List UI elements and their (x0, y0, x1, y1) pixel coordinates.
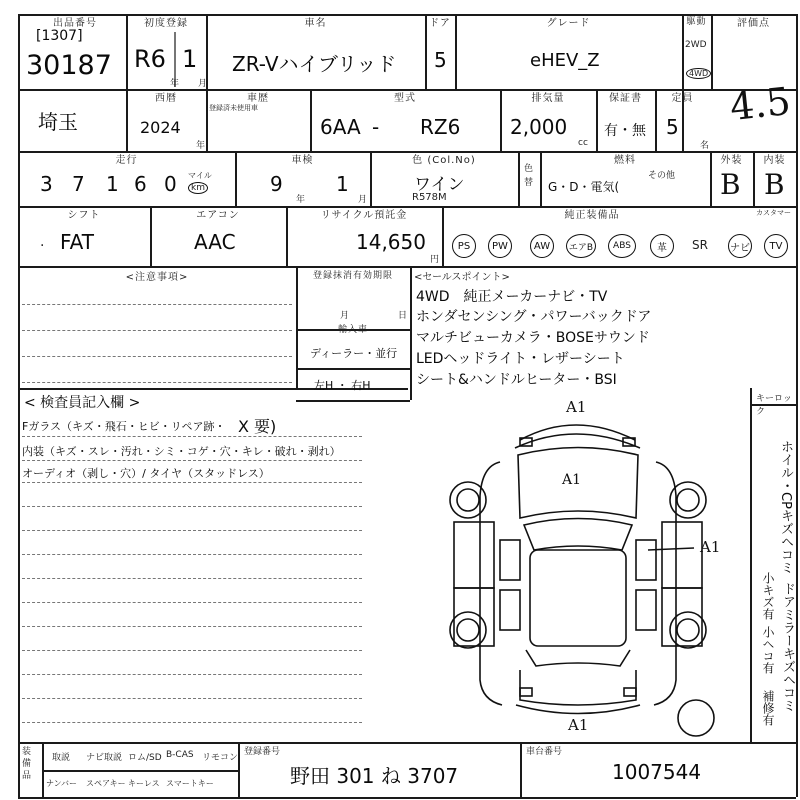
shift-label: シフト (67, 210, 101, 221)
lot-number: 30187 (26, 50, 112, 81)
drive-4wd: 4WD (686, 68, 711, 79)
first-reg-month: 1 (182, 45, 198, 73)
year-unit: 年 (170, 79, 180, 89)
inspector-title: < 検査員記入欄 > (24, 395, 141, 411)
shaken-year: 9 (270, 172, 283, 196)
damage-mark-rear: A1 (568, 716, 589, 734)
drive-2wd: 2WD (685, 40, 707, 50)
history-label: 車歴 (247, 93, 269, 104)
drive-label: 駆動 (686, 17, 707, 27)
grade: eHEV_Z (530, 50, 600, 71)
inspector-line-interior: 内装（キズ・スレ・汚れ・シミ・コゲ・穴・キレ・破れ・剥れ） (22, 445, 341, 458)
item-remote: リモコン (202, 753, 239, 763)
history-note: 登録済未使用車 (209, 104, 258, 112)
mileage-digit-2: 7 (72, 172, 85, 196)
first-reg-label: 初度登録 (144, 18, 188, 29)
month-unit: 月 (198, 79, 208, 89)
chassis-number: 1007544 (612, 760, 702, 784)
side-note-small-scratch: 小キズ有 (761, 572, 775, 620)
reg-expiry-label: 登録抹消有効期限 (312, 271, 393, 281)
damage-mark-front: A1 (566, 398, 587, 416)
inspection-items-label: 装備品 (22, 747, 32, 781)
sales-point-3: マルチビューカメラ・BOSEサウンド (416, 330, 650, 346)
damage-mark-hood: A1 (562, 472, 582, 488)
exterior-grade: B (720, 168, 741, 201)
color-change-label: 色替 (524, 164, 534, 188)
equip-ps: PS (452, 234, 476, 258)
keylock-label: キーロック (756, 394, 792, 417)
sales-point-4: LEDヘッドライト・レザーシート (416, 351, 625, 367)
glass-mark: X 要) (238, 417, 277, 436)
reg-day-unit: 日 (398, 311, 408, 321)
mileage-unit-km: km (188, 182, 208, 194)
mileage-digit-1: 3 (40, 172, 53, 196)
capacity: 5 (666, 115, 679, 139)
grade-label: グレード (546, 18, 591, 29)
capacity-label: 定員 (671, 93, 694, 104)
fuel-options: G・D・電気( (548, 180, 620, 194)
equip-tv: TV (764, 234, 788, 258)
import-label: 輸入車 (337, 325, 368, 335)
item-plate: ナンバー (46, 779, 78, 788)
lot-label: 出品番号 (53, 18, 97, 29)
side-note-small-dent: 小ヘコ有 (761, 626, 775, 674)
interior-label: 内装 (763, 155, 786, 166)
equip-navi: ナビ (728, 234, 752, 258)
model-year: 2024 (140, 118, 181, 137)
side-note-wheel: ホイル・CPキズヘコミ (778, 440, 793, 574)
sales-point-1: 4WD 純正メーカーナビ・TV (416, 289, 608, 305)
equipment-label: 純正装備品 (564, 210, 620, 221)
tuner-label: カスタマー (756, 209, 791, 217)
cc-unit: cc (578, 138, 588, 148)
displacement: 2,000 (510, 115, 568, 139)
equip-leather: 革 (650, 234, 674, 258)
mileage-unit-miles: マイル (188, 171, 212, 180)
capacity-unit: 名 (700, 141, 710, 151)
damage-mark-right-door: A1 (700, 538, 721, 556)
region: 埼玉 (38, 110, 78, 134)
item-spare-key: スペアキー (86, 779, 126, 788)
recycle-deposit: 14,650 (356, 230, 426, 254)
first-reg-era: R6 (134, 45, 166, 73)
color-label: 色 (Col.No) (412, 155, 476, 166)
model-dash: - (372, 115, 380, 139)
chassis-label: 車台番号 (526, 747, 563, 757)
color-code: R578M (412, 192, 447, 203)
sales-label: <セールスポイント> (414, 272, 510, 283)
model-label: 型式 (394, 93, 416, 104)
doors: 5 (434, 48, 447, 72)
shaken-month: 1 (336, 172, 349, 196)
equip-sunroof: SR (692, 238, 708, 252)
item-navi-manual: ナビ取説 (86, 753, 123, 763)
ac: AAC (194, 230, 236, 254)
warranty: 有・無 (604, 123, 646, 139)
model-year-unit: 年 (196, 141, 206, 151)
car-name: ZR-Vハイブリッド (232, 52, 397, 76)
item-rom-sd: ロム/SD (128, 753, 162, 763)
model-prefix: 6AA (320, 115, 361, 139)
model-code: RZ6 (420, 115, 461, 139)
equip-pw: PW (488, 234, 512, 258)
plate-label: 登録番号 (244, 747, 281, 757)
fuel-other: その他 (648, 171, 676, 181)
item-manual: 取説 (52, 753, 71, 763)
caution-label: <注意事項> (125, 272, 189, 283)
shift: FAT (60, 230, 95, 254)
sales-point-2: ホンダセンシング・パワーバックドア (416, 309, 652, 325)
side-note-mirror: ドアミラーキズヘコミ (780, 582, 795, 712)
score-label: 評価点 (737, 18, 770, 29)
item-keyless: キーレス (128, 779, 160, 788)
car-name-label: 車名 (304, 18, 327, 29)
mileage-label: 走行 (115, 155, 138, 166)
mileage-digit-3: 1 (106, 172, 119, 196)
fuel-label: 燃料 (614, 155, 636, 166)
color: ワイン (414, 175, 465, 195)
plate-number: 野田 301 ね 3707 (290, 764, 459, 788)
score: 4.5 (727, 78, 793, 130)
import-dealer: ディーラー・並行 (310, 347, 398, 360)
item-smart-key: スマートキー (166, 779, 214, 788)
interior-grade: B (764, 168, 785, 201)
lot-bracket: [1307] (36, 28, 83, 44)
year-label: 西暦 (155, 93, 177, 104)
equip-airbag: エアB (566, 234, 596, 258)
door-label: ドア (429, 18, 451, 29)
shaken-year-unit: 年 (296, 195, 306, 205)
steering-side: 左H ・ 右H (314, 379, 371, 392)
car-damage-diagram (440, 400, 740, 740)
side-note-repaired: 補修有 (761, 690, 775, 726)
yen-unit: 円 (430, 255, 440, 265)
shaken-label: 車検 (291, 155, 314, 166)
inspector-line-audio: オーディオ（剥し・穴）/ タイヤ（スタッドレス） (22, 467, 270, 480)
reg-month-unit: 月 (340, 311, 350, 321)
recycle-label: リサイクル預託金 (320, 210, 408, 221)
sales-point-5: シート&ハンドルヒーター・BSI (416, 372, 617, 388)
mileage-digit-5: 0 (164, 172, 177, 196)
ac-label: エアコン (196, 210, 240, 221)
shaken-month-unit: 月 (358, 195, 368, 205)
equip-abs: ABS (608, 234, 636, 258)
warranty-label: 保証書 (609, 93, 642, 104)
inspector-line-glass: Fガラス（キズ・飛石・ヒビ・リペア跡・ (22, 420, 226, 433)
displacement-label: 排気量 (531, 93, 565, 104)
item-bcas: B-CAS (166, 750, 194, 760)
equip-aw: AW (530, 234, 554, 258)
auction-sheet: 出品番号 [1307] 30187 初度登録 R6 1 年 月 車名 ZR-Vハイブリッド ドア 5 グレード eHEV_Z 駆動 2WD 4WD 評価点 4.5 埼玉 西暦 2024 年 車歴 登録済未使用車 型式 6AA - RZ6 排気量 2,000 cc 保証書 有・無 定員 5 名 走行 3 7 1 6 0 マイル km 車検 9 年 1 月 色 (Col.No) ワイン R578M 色替 燃料 G・D・電気( その他 外装 B 内装 B シフト · FAT エアコン AAC リサイクル預託金 14,650 円 純正装備品 カスタマー PS PW AW エアB ABS 革 SR ナビ TV <注意事項> 登録抹消有効期限 月 日 輸入車 ディーラー・並行 左H ・ 右H <セールスポイント> 4WD 純正メーカーナビ・TV ホンダセンシング・パワーバックドア マルチビューカメラ・BOSEサウンド LEDヘッドライト・レザーシート シート&ハンドルヒーター・BSI < 検査員記入欄 > Fガラス（キズ・飛石・ヒビ・リペア跡・ X 要) 内装（キズ・スレ・汚れ・シミ・コゲ・穴・キレ・破れ・剥れ） オーディオ（剥し・穴）/ タイヤ（スタッドレス） キーロック ホイル・CPキズヘコミ 小キズ有 ドアミラーキズヘコミ 小ヘコ有 補修有 A1 A1 A1 A1 装備品 取説 ナビ取説 ロム/SD B-CAS リモコン ナンバー スペアキー キーレス スマートキー 登録番号 野田 301 ね 3707 車台番号 1007544 (0, 0, 800, 800)
mileage-digit-4: 6 (134, 172, 147, 196)
exterior-label: 外装 (720, 155, 743, 166)
